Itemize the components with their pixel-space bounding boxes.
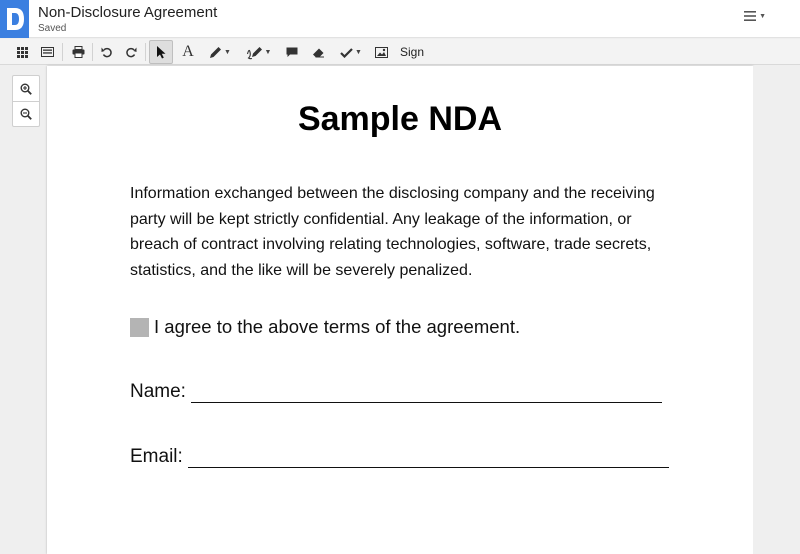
signature-pen-icon — [247, 45, 263, 60]
agreement-paragraph — [130, 181, 670, 284]
checkmark-icon — [340, 47, 353, 58]
email-field[interactable] — [188, 446, 669, 468]
zoom-controls — [12, 75, 40, 127]
keyboard-icon — [41, 47, 54, 57]
chevron-down-icon: ▼ — [355, 48, 362, 56]
signature-tool-button[interactable] — [243, 40, 275, 64]
main-menu-button[interactable] — [744, 11, 766, 21]
cursor-icon — [156, 45, 166, 59]
paragraph-line: party will be kept strictly confidential. Any leakage of the information, or — [130, 210, 632, 228]
chevron-down-icon: ▼ — [264, 48, 272, 56]
canvas-background — [753, 66, 800, 554]
paragraph-line: statistics, and the like will be severely penalized. — [130, 262, 473, 280]
image-icon — [375, 47, 388, 58]
print-icon — [72, 46, 85, 58]
app-logo[interactable] — [0, 0, 29, 38]
sign-label: Sign — [399, 45, 425, 59]
hamburger-icon — [744, 11, 756, 21]
agree-checkbox[interactable] — [130, 318, 149, 337]
eraser-icon — [312, 47, 325, 58]
name-label: Name: — [130, 381, 186, 402]
undo-icon — [101, 46, 113, 58]
agreement-row — [130, 316, 520, 338]
chevron-down-icon: ▼ — [759, 12, 766, 20]
document-title[interactable]: Non-Disclosure Agreement — [38, 4, 218, 21]
save-status: Saved — [38, 23, 67, 34]
document-page — [47, 66, 753, 554]
eraser-tool-button[interactable] — [308, 40, 328, 64]
chevron-down-icon: ▼ — [224, 48, 231, 56]
paragraph-line: breach of contract involving relating technologies, software, trade secrets, — [130, 236, 652, 254]
agree-label: I agree to the above terms of the agreement. — [154, 316, 521, 337]
document-heading: Sample NDA — [297, 100, 503, 138]
grid-icon — [17, 47, 28, 58]
email-label: Email: — [130, 446, 183, 467]
comment-tool-button[interactable] — [282, 40, 302, 64]
checkmark-tool-button[interactable] — [336, 40, 366, 64]
name-field[interactable] — [191, 381, 662, 403]
zoom-in-icon — [20, 83, 32, 95]
select-tool-button[interactable] — [149, 40, 173, 64]
comment-icon — [286, 47, 298, 58]
pen-icon — [209, 46, 222, 59]
pen-tool-button[interactable] — [205, 40, 235, 64]
toolbar-divider — [145, 43, 146, 61]
app-header — [0, 0, 800, 38]
zoom-in-button[interactable] — [13, 76, 39, 101]
docs-logo-icon — [4, 6, 26, 32]
apps-grid-button[interactable] — [12, 40, 32, 64]
paragraph-line: Information exchanged between the disclosing company and the receiving — [130, 185, 655, 202]
image-tool-button[interactable] — [371, 40, 391, 64]
toolbar-divider — [92, 43, 93, 61]
sign-button[interactable] — [397, 40, 427, 64]
editor-toolbar — [0, 39, 800, 65]
zoom-out-button[interactable] — [13, 101, 39, 126]
print-button[interactable] — [68, 40, 88, 64]
name-field-row — [130, 381, 662, 403]
text-icon: A — [182, 43, 194, 60]
undo-button[interactable] — [97, 40, 117, 64]
keyboard-button[interactable] — [37, 40, 57, 64]
redo-icon — [125, 46, 137, 58]
redo-button[interactable] — [121, 40, 141, 64]
email-field-row — [130, 446, 669, 468]
zoom-out-icon — [20, 108, 32, 120]
text-tool-button[interactable] — [178, 40, 198, 64]
toolbar-divider — [62, 43, 63, 61]
